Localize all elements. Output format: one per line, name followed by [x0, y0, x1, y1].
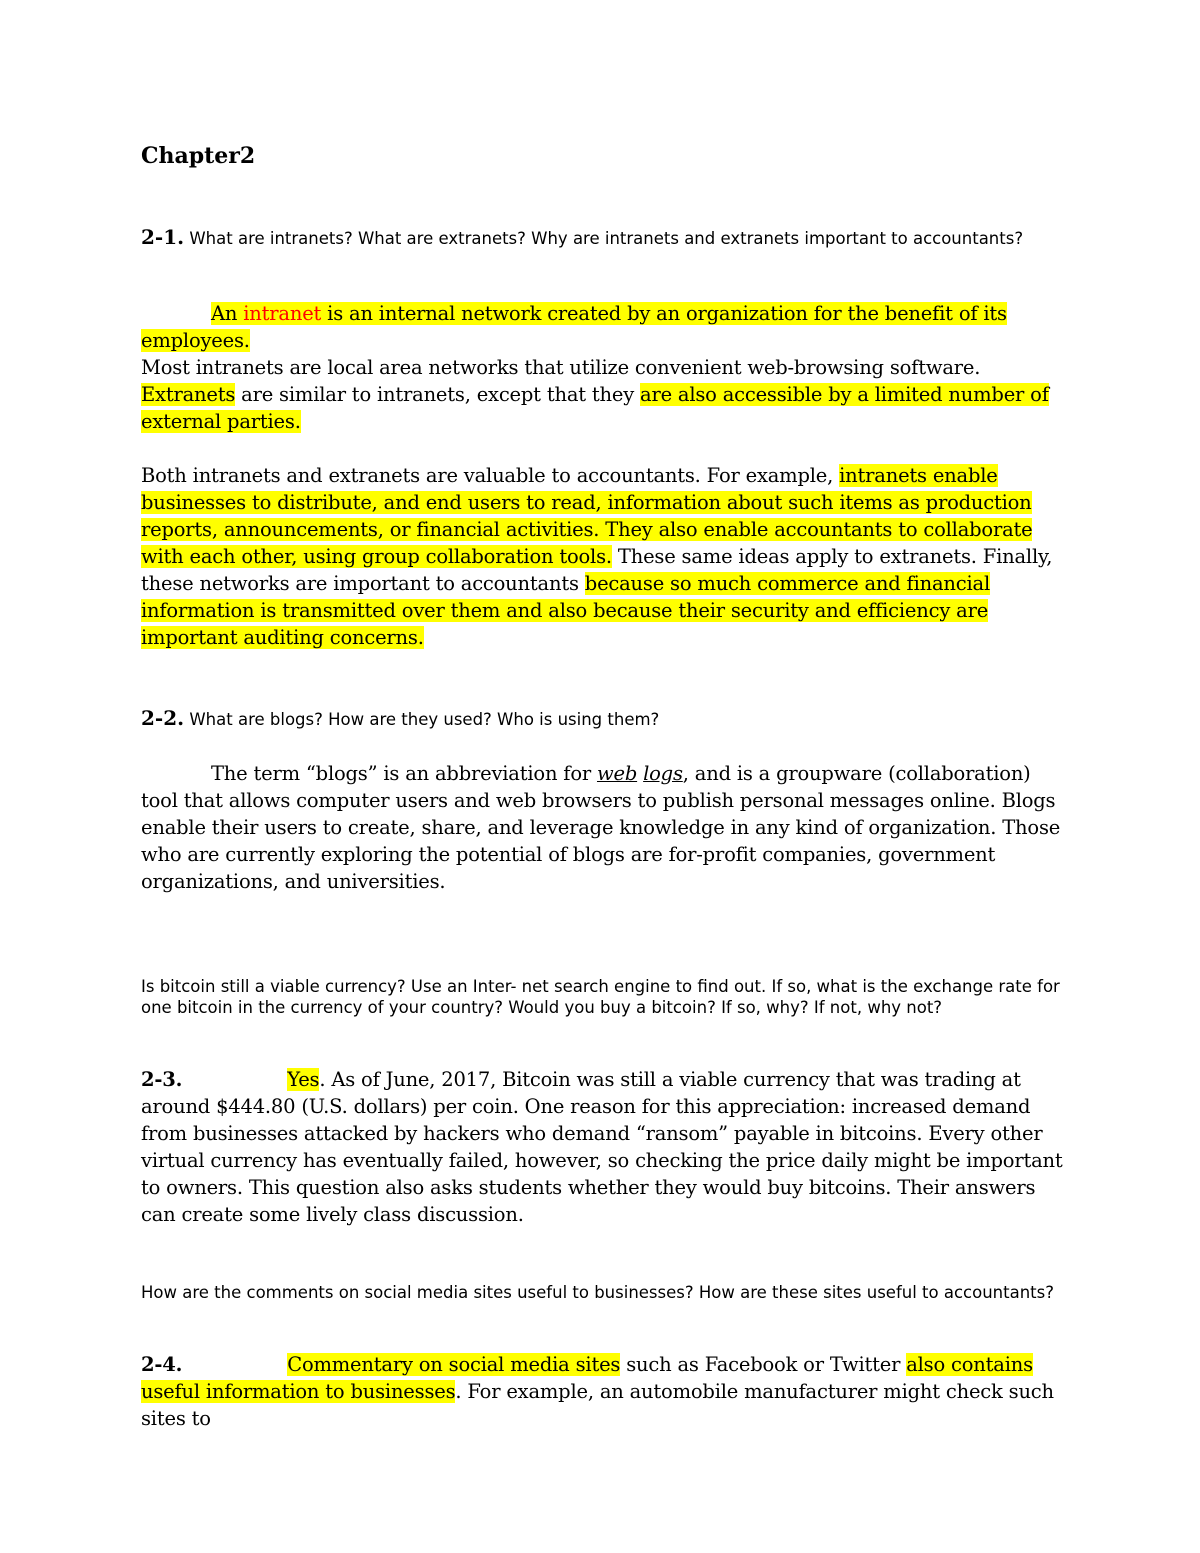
body-text: Both intranets and extranets are valuable to accountants. For example, [141, 464, 840, 487]
question-text: Is bitcoin still a viable currency? Use an Inter- net search engine to find out. If so, what is the exchange rate for one bitcoin in the currency of your country? Would you buy a bitcoin? If so, why? If not, why not? [141, 977, 1060, 1017]
question-2-1 [141, 227, 1061, 249]
answer-2-1-paragraph-1 [141, 300, 1066, 435]
term-web: web [596, 762, 638, 785]
highlight-text: also contains useful information to businesses [141, 1353, 1033, 1403]
keyword-extranets: Extranets [141, 383, 236, 406]
body-text: such as Facebook or Twitter [620, 1353, 907, 1376]
question-number: 2-2. [141, 706, 185, 730]
highlight-text: is an internal network created by an organization for the benefit of its employees. [141, 302, 1007, 352]
body-text: These same ideas apply to extranets. Finally, these networks are important to accountants [141, 545, 1053, 595]
body-text: Most intranets are local area networks that utilize convenient web-browsing software. [141, 356, 981, 379]
highlight-text: Commentary on social media sites [287, 1353, 621, 1376]
question-bitcoin [141, 976, 1061, 1018]
answer-2-4 [141, 1351, 1066, 1432]
answer-number: 2-3. [141, 1068, 183, 1091]
answer-2-1-paragraph-2 [141, 462, 1066, 651]
highlight-text: because so much commerce and financial information is transmitted over them and also because their security and efficiency are important auditing concerns. [141, 572, 990, 649]
question-number: 2-1. [141, 225, 185, 249]
term-logs: logs [643, 762, 683, 785]
body-text: The term “blogs” is an abbreviation for [211, 762, 597, 785]
answer-2-3 [141, 1066, 1066, 1228]
highlight-text: An [211, 302, 244, 325]
answer-2-2 [141, 760, 1066, 895]
body-text: , and is a groupware (collaboration) tool that allows computer users and web browsers to publish personal messages online. Blogs enable their users to create, share, and leverage knowledge in any kind of organization. Those who are currently exploring the potential of blogs are for-profit companies, government organizations, and universities. [141, 762, 1061, 893]
highlight-text: Yes [287, 1068, 320, 1091]
highlight-text: are also accessible by a limited number of external parties. [141, 383, 1049, 433]
body-text: . As of June, 2017, Bitcoin was still a viable currency that was trading at around $444.80 (U.S. dollars) per coin. One reason for this appreciation: increased demand from businesses attacked by hackers who demand “ransom” payable in bitcoins. Every other virtual currency has eventually failed, however, so checking the price daily might be important to owners. This question also asks students whether they would buy bitcoins. Their answers can create some lively class discussion. [141, 1068, 1063, 1226]
body-text: . For example, an automobile manufacturer might check such sites to [141, 1380, 1054, 1430]
chapter-title: Chapter2 [141, 143, 256, 169]
question-text: What are blogs? How are they used? Who is using them? [184, 710, 660, 729]
question-2-2 [141, 708, 1061, 730]
answer-number: 2-4. [141, 1353, 183, 1376]
body-text: are similar to intranets, except that they [235, 383, 641, 406]
question-social-media [141, 1282, 1061, 1303]
question-text: How are the comments on social media sites useful to businesses? How are these sites useful to accountants? [141, 1283, 1054, 1302]
highlight-text: intranets enable businesses to distribute, and end users to read, information about such items as production reports, announcements, or financial activities. They also enable accountants to collaborate with each other, using group collaboration tools. [141, 464, 1033, 568]
keyword-intranet: intranet [243, 302, 322, 325]
question-text: What are intranets? What are extranets? Why are intranets and extranets important to accountants? [184, 229, 1024, 248]
